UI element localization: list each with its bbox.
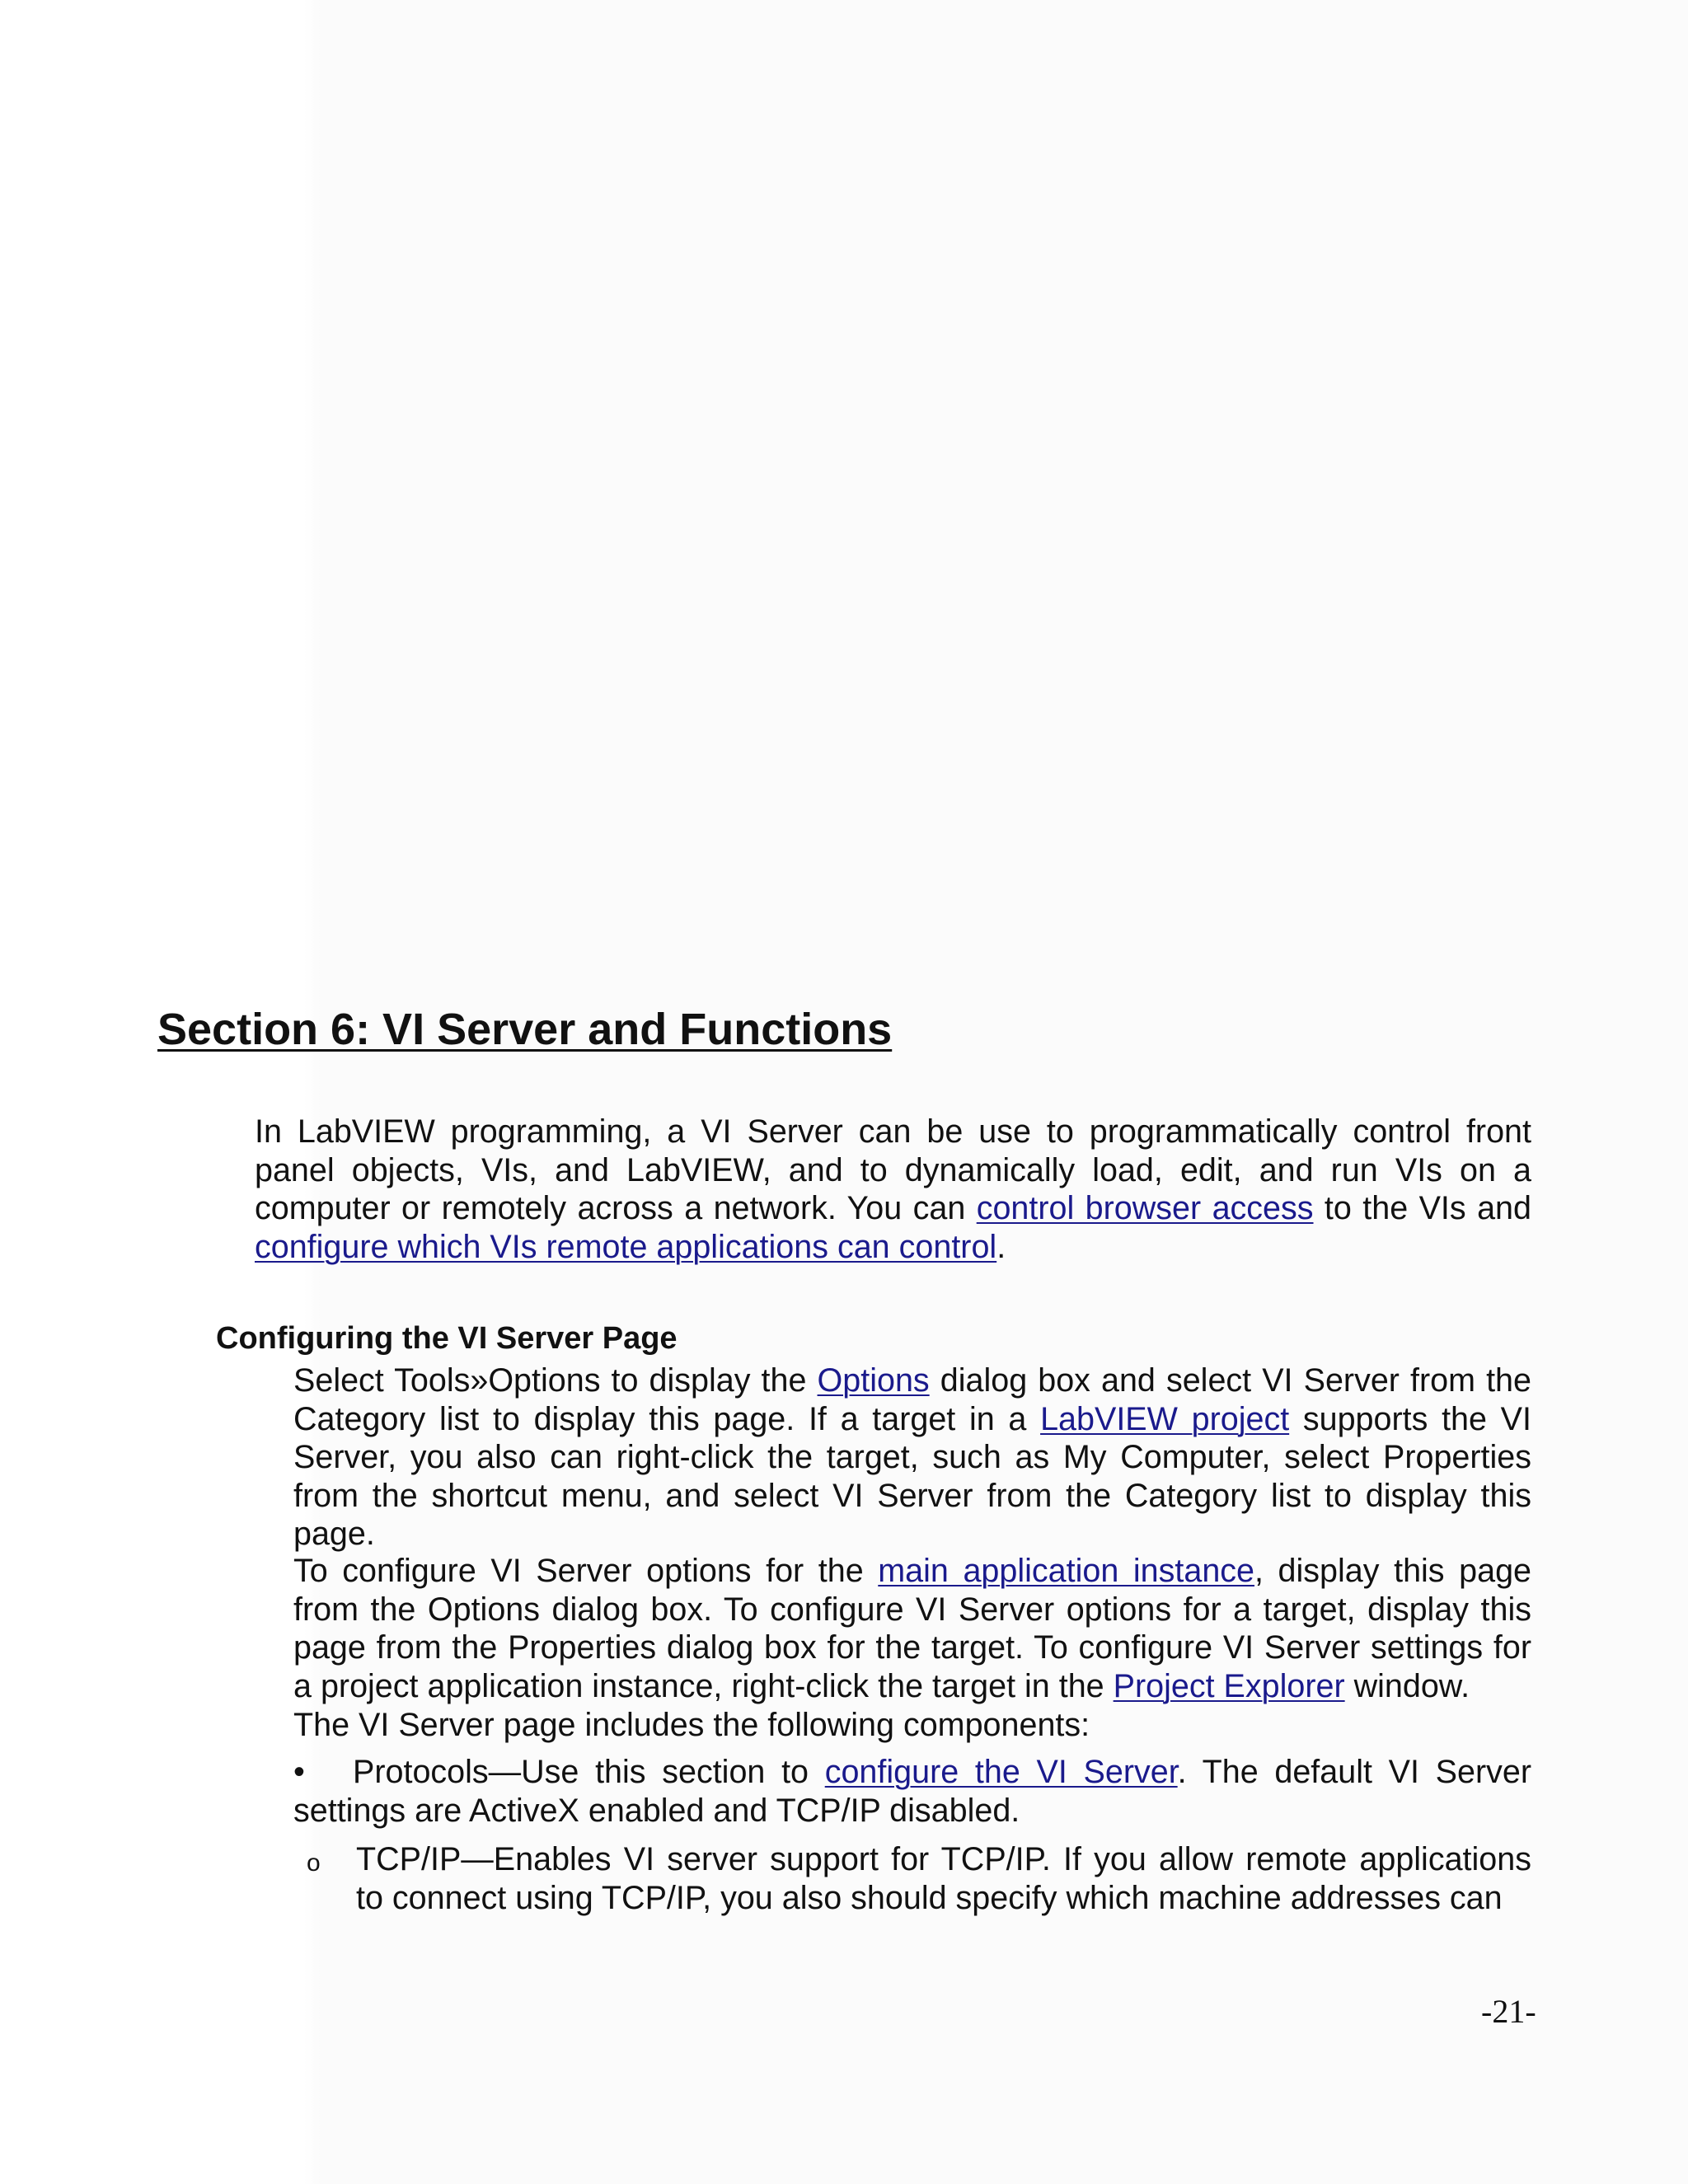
paragraph-select-tools [293,1361,1531,1554]
section-title: Section 6: VI Server and Functions [157,1005,893,1054]
project-explorer-link[interactable]: Project Explorer [1113,1667,1345,1704]
intro-text-2: to the VIs and [1313,1190,1531,1226]
labview-project-link[interactable]: LabVIEW project [1040,1400,1290,1437]
options-link[interactable]: Options [817,1362,930,1399]
configure-remote-vis-link[interactable]: configure which VIs remote applications can control [255,1228,997,1265]
bullet-text-2: . The default VI Server settings are ActiveX enabled and TCP/IP disabled. [293,1754,1531,1829]
bullet-protocols [293,1753,1531,1830]
p2-text-3: window. [1344,1667,1470,1704]
p2-text-1: To configure VI Server options for the [293,1553,879,1589]
p1-text-3: supports the VI Server, you also can right-click the target, such as My Computer, select Properties from the shortcut menu, and select VI Server from the Category list to display this page. [293,1400,1531,1552]
subsection-heading: Configuring the VI Server Page [216,1321,678,1356]
paragraph-configure-options [293,1552,1531,1705]
page-number: -21- [1481,1993,1536,2030]
main-application-instance-link[interactable]: main application instance [878,1553,1255,1589]
intro-text-3: . [996,1228,1006,1265]
p1-text-1: Select Tools»Options to display the [293,1362,818,1399]
sub-bullet-tcpip: TCP/IP—Enables VI server support for TCP/IP. If you allow remote applications to connect using TCP/IP, you also should specify which machine addresses can [356,1841,1531,1916]
bullet-marker: • [293,1754,305,1790]
sub-bullet-marker: o [307,1849,321,1877]
intro-paragraph [255,1113,1531,1266]
paragraph-components-intro: The VI Server page includes the following components: [293,1707,1090,1743]
p1-text-2: dialog box and select VI Server from the Category list to display this page. If a target in a [293,1362,1531,1437]
bullet-text-1: Protocols—Use this section to [353,1754,825,1790]
p2-text-2: , display this page from the Options dialog box. To configure VI Server options for a target, display this page from the Properties dialog box for the target. To configure VI Server settings for a project application instance, right-click the target in the [293,1553,1532,1704]
control-browser-access-link[interactable]: control browser access [976,1190,1314,1226]
configure-vi-server-link[interactable]: configure the VI Server [824,1754,1178,1790]
intro-text-1: In LabVIEW programming, a VI Server can be use to programmatically control front panel objects, VIs, and LabVIEW, and to dynamically load, edit, and run VIs on a computer or remotely across a network. You can [255,1113,1531,1226]
